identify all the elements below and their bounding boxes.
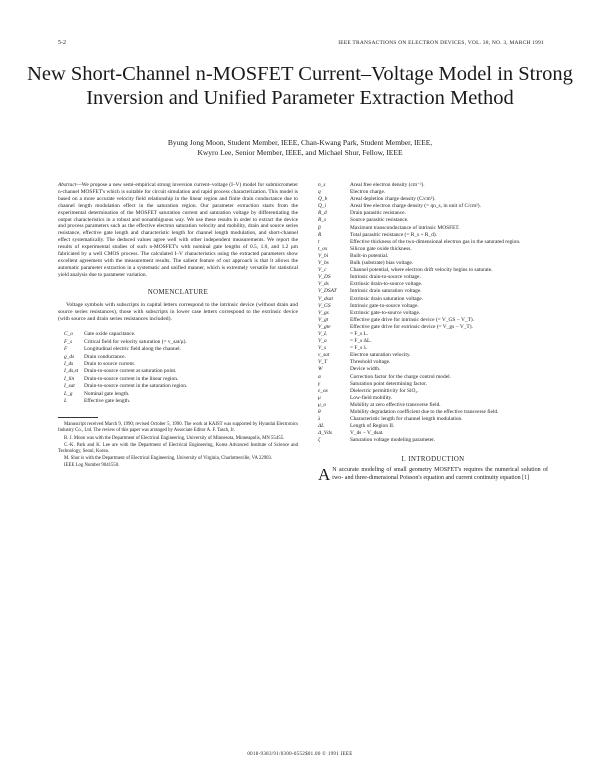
nomenclature-item <box>318 430 548 437</box>
nomenclature-definition: Effective gate drive for extrinsic device (= V_gs − V_T). <box>350 323 473 330</box>
nomenclature-definition: Critical field for velocity saturation (= v_sat/μ). <box>84 338 187 345</box>
nomenclature-symbol: I_ds <box>64 360 74 367</box>
nomenclature-definition: Low-field mobility. <box>350 394 393 401</box>
nomenclature-definition: = F_s λ. <box>350 345 368 352</box>
nomenclature-definition: Areal free electron charge density (= qn_s, in unit of C/cm²). <box>350 203 481 210</box>
nomenclature-symbol: β <box>318 224 321 231</box>
nomenclature-item <box>318 281 548 288</box>
page-number: 5-2 <box>58 40 66 46</box>
nomenclature-symbol: α <box>318 373 321 380</box>
abstract-label: Abstract <box>58 182 77 188</box>
authors-line-2: Kwyro Lee, Senior Member, IEEE, and Michael Shur, Fellow, IEEE <box>197 148 403 157</box>
nomenclature-definition: Areal free electron density (cm⁻²). <box>350 182 425 188</box>
nomenclature-item <box>58 331 298 338</box>
nomenclature-item <box>318 395 548 402</box>
nomenclature-item <box>58 368 298 375</box>
nomenclature-definition: Silicon gate oxide thickness. <box>350 245 412 252</box>
nomenclature-item <box>318 217 548 224</box>
nomenclature-definition: Length of Region II. <box>350 423 395 430</box>
nomenclature-definition: Device width. <box>350 366 381 373</box>
nomenclature-item <box>318 232 548 239</box>
nomenclature-item <box>58 361 298 368</box>
nomenclature-definition: Drain-to-source current in the linear region. <box>84 375 179 382</box>
nomenclature-symbol: μ_o <box>318 401 327 408</box>
nomenclature-symbol: q <box>318 189 321 196</box>
footnote: M. Shur is with the Department of Electrical Engineering, University of Virginia, Charlottesville, VA 22903. <box>64 455 273 461</box>
paper-title: New Short-Channel n-MOSFET Current–Voltage Model in Strong Inversion and Unified Parameter Extraction Method <box>27 63 573 109</box>
nomenclature-definition: Electron saturation velocity. <box>350 352 411 359</box>
nomenclature-definition: Saturation voltage modeling parameter. <box>350 437 436 444</box>
nomenclature-item <box>318 338 548 345</box>
nomenclature-item <box>318 203 548 210</box>
nomenclature-definition: Extrinsic drain saturation voltage. <box>350 295 424 302</box>
nomenclature-definition: Effective thickness of the two-dimensional electron gas in the saturated region. <box>350 238 521 245</box>
nomenclature-symbol: R <box>318 231 322 238</box>
nomenclature-symbol: ε_ox <box>318 387 328 394</box>
nomenclature-symbol: n_s <box>318 182 326 188</box>
nomenclature-item <box>58 383 298 390</box>
nomenclature-item <box>318 210 548 217</box>
nomenclature-symbol: V_DSAT <box>318 288 337 295</box>
nomenclature-definition: Intrinsic drain-to-source voltage. <box>350 274 421 281</box>
nomenclature-definition: Built-in potential. <box>350 252 389 259</box>
nomenclature-symbol: V_L <box>318 330 327 337</box>
nomenclature-symbol: λ <box>318 416 321 423</box>
footnote: IEEE Log Number 9041550. <box>64 462 120 468</box>
nomenclature-definition: Extrinsic drain-to-source voltage. <box>350 281 423 288</box>
nomenclature-item <box>318 267 548 274</box>
nomenclature-symbol: V_DS <box>318 274 331 281</box>
nomenclature-definition: Source parasitic resistance. <box>350 217 409 224</box>
nomenclature-symbol: V_bi <box>318 252 329 259</box>
nomenclature-definition: Maximum transconductance of intrinsic MOSFET. <box>350 224 460 231</box>
nomenclature-symbol: t_ox <box>318 245 328 252</box>
nomenclature-symbol: V_GS <box>318 302 331 309</box>
nomenclature-definition: V_ds − V_dsat. <box>350 430 384 437</box>
nomenclature-item <box>318 402 548 409</box>
introduction-text <box>318 465 548 485</box>
abstract-text: —We propose a new semi-empirical strong inversion current–voltage (I–V) model for submicrometer n-channel MOSFET's which is suitable for circuit simulation and rapid process characterization. This model is based on a more accurate velocity field relationship in the linear region and finite drain conductance due to channel length modulation effect in the saturation region. Our parameter extraction starts from the experimental determination of the MOSFET saturation current and saturation voltage by differentiating the output characteristics in a robust and nonambiguous way. We use these results in order to extract the device and process parameters such as the effective electron saturation velocity and mobility, drain and source series resistance, effective gate length and characteristic length for channel length modulation, and short-channel effect systematically. The deduced values agree well with other independent measurements. We report the results of experimental studies of such n-MOSFET's with nominal gate lengths of 0.5, 1.0, and 1.2 μm fabricated by a well CMOS process. The calculated I–V characteristics using the extracted parameters show excellent agreement with the measurement results. The salient feature of our approach is that it allows the automatic parameter extraction in a systematic and unified manner, which is extremely versatile for statistical yield analysis due to parameter variation. <box>58 182 298 278</box>
nomenclature-definition: Drain-to-source current at saturation point. <box>84 368 177 375</box>
nomenclature-symbol: F <box>64 346 68 353</box>
nomenclature-definition: = F_s ΔL. <box>350 338 372 345</box>
nomenclature-symbol: V_gt <box>318 316 329 323</box>
nomenclature-definition: Mobility at zero effective transverse field. <box>350 401 441 408</box>
nomenclature-item <box>318 303 548 310</box>
nomenclature-definition: Electron charge. <box>350 189 386 196</box>
nomenclature-list-right <box>318 182 548 444</box>
author-block <box>60 138 540 158</box>
nomenclature-list-left <box>58 331 298 405</box>
nomenclature-definition: Nominal gate length. <box>84 390 130 397</box>
nomenclature-definition: Areal depletion charge density (C/cm²). <box>350 196 436 203</box>
nomenclature-symbol: Q_i <box>318 203 327 210</box>
running-header: IEEE TRANSACTIONS ON ELECTRON DEVICES, VOL. 38, NO. 3, MARCH 1991 <box>338 40 544 46</box>
introduction-body: N accurate modeling of small geometry MOSFET's requires the numerical solution of two- and three-dimensional Poisson's equation and current continuity equation [1] <box>332 467 548 482</box>
footnotes <box>58 422 298 469</box>
nomenclature-symbol: F_s <box>64 338 73 345</box>
footnote: Manuscript received March 9, 1990; revised October 5, 1990. The work at KAIST was supported by Hyundai Electronics Industry Co., Ltd. The review of this paper was arranged by Associate Editor A. F. Tasch, Jr. <box>58 422 298 434</box>
footnote: B. J. Moon was with the Department of Electrical Engineering, University of Minnesota, Minneapolis, MN 55455. <box>64 435 285 441</box>
nomenclature-item <box>318 246 548 253</box>
nomenclature-definition: Drain to source current. <box>84 360 136 367</box>
nomenclature-symbol: V_gs <box>318 309 329 316</box>
left-column <box>58 182 298 470</box>
nomenclature-symbol: L <box>64 397 67 404</box>
nomenclature-item <box>58 391 298 398</box>
nomenclature-item <box>318 317 548 324</box>
nomenclature-item <box>318 225 548 232</box>
nomenclature-definition: Longitudinal electric field along the channel. <box>84 346 181 353</box>
nomenclature-symbol: Q_b <box>318 196 328 203</box>
nomenclature-symbol: t <box>318 238 320 245</box>
nomenclature-intro: Voltage symbols with subscripts in capital letters correspond to the intrinsic device (without drain and source series resistances), those with subscripts in lower case letters correspond to the extrinsic device (with source and drain series resistances included). <box>58 301 298 323</box>
nomenclature-definition: Drain conductance. <box>84 353 126 360</box>
nomenclature-symbol: C_o <box>64 331 73 338</box>
nomenclature-symbol: V_ds <box>318 281 329 288</box>
nomenclature-item <box>318 253 548 260</box>
nomenclature-item <box>318 388 548 395</box>
right-column <box>318 182 548 483</box>
nomenclature-symbol: V_T <box>318 359 327 366</box>
nomenclature-item <box>58 354 298 361</box>
authors-line-1: Byung Jong Moon, Student Member, IEEE, Chan-Kwang Park, Student Member, IEEE, <box>167 138 433 147</box>
nomenclature-symbol: γ <box>318 380 321 387</box>
nomenclature-item <box>318 274 548 281</box>
nomenclature-symbol: R_d <box>318 210 327 217</box>
nomenclature-item <box>318 381 548 388</box>
nomenclature-symbol: μ <box>318 394 321 401</box>
nomenclature-definition: Gate oxide capacitance. <box>84 331 136 338</box>
nomenclature-item <box>58 346 298 353</box>
nomenclature-definition: Dielectric permittivity for SiO₂. <box>350 387 419 394</box>
nomenclature-symbol: V_dsat <box>318 295 333 302</box>
nomenclature-symbol: R_s <box>318 217 327 224</box>
nomenclature-definition: Intrinsic drain saturation voltage. <box>350 288 422 295</box>
nomenclature-symbol: L_g <box>64 390 73 397</box>
nomenclature-definition: Threshold voltage. <box>350 359 391 366</box>
nomenclature-item <box>58 398 298 405</box>
nomenclature-item <box>318 352 548 359</box>
nomenclature-symbol: V_s <box>318 345 327 352</box>
nomenclature-item <box>318 182 548 189</box>
introduction-title: I. INTRODUCTION <box>401 456 465 464</box>
nomenclature-symbol: V_a <box>318 338 327 345</box>
nomenclature-item <box>318 296 548 303</box>
nomenclature-item <box>318 324 548 331</box>
nomenclature-symbol: g_ds <box>64 353 75 360</box>
nomenclature-item <box>318 310 548 317</box>
nomenclature-symbol: Δ_Vds <box>318 430 332 437</box>
nomenclature-definition: Bulk (substrate) bias voltage. <box>350 260 414 267</box>
nomenclature-definition: Drain parasitic resistance. <box>350 210 406 217</box>
nomenclature-symbol: I_ds,st <box>64 368 79 375</box>
nomenclature-item <box>318 288 548 295</box>
nomenclature-definition: Total parasitic resistance (= R_s + R_d). <box>350 231 437 238</box>
nomenclature-definition: = F_s L. <box>350 330 369 337</box>
nomenclature-item <box>318 366 548 373</box>
nomenclature-symbol: V_gte <box>318 323 331 330</box>
nomenclature-symbol: v_sat <box>318 352 330 359</box>
nomenclature-definition: Channel potential, where electron drift velocity begins to saturate. <box>350 267 493 274</box>
nomenclature-item <box>318 345 548 352</box>
nomenclature-definition: Correction factor for the charge control model. <box>350 373 451 380</box>
nomenclature-definition: Saturation point determining factor. <box>350 380 427 387</box>
nomenclature-definition: Mobility degradation coefficient due to the effective transverse field. <box>350 409 499 415</box>
nomenclature-definition: Effective gate drive for intrinsic device (= V_GS − V_T). <box>350 316 475 323</box>
nomenclature-definition: Extrinsic gate-to-source voltage. <box>350 309 421 316</box>
nomenclature-symbol: ΔL <box>318 423 325 430</box>
nomenclature-item <box>318 359 548 366</box>
nomenclature-definition: Effective gate length. <box>84 397 131 404</box>
nomenclature-definition: Intrinsic gate-to-source voltage. <box>350 302 419 309</box>
nomenclature-item <box>318 423 548 430</box>
nomenclature-item <box>318 437 548 444</box>
nomenclature-symbol: I_lin <box>64 375 75 382</box>
nomenclature-symbol: W <box>318 366 323 373</box>
nomenclature-symbol: θ <box>318 409 321 415</box>
copyright-code: 0018-9383/91/0300-0552$01.00 © 1991 IEEE <box>247 752 353 757</box>
nomenclature-item <box>58 339 298 346</box>
nomenclature-symbol: I_sat <box>64 383 75 390</box>
abstract <box>58 182 298 279</box>
nomenclature-symbol: V_bs <box>318 260 329 267</box>
nomenclature-item <box>318 374 548 381</box>
nomenclature-item <box>318 331 548 338</box>
nomenclature-symbol: ζ <box>318 437 321 444</box>
nomenclature-definition: Characteristic length for channel length modulation. <box>350 416 463 423</box>
nomenclature-title: NOMENCLATURE <box>147 288 209 296</box>
nomenclature-definition: Drain-to-source current in the saturation region. <box>84 383 188 390</box>
drop-cap: A <box>318 465 331 485</box>
nomenclature-symbol: V_c <box>318 267 327 274</box>
footnote-divider <box>58 417 98 418</box>
nomenclature-item <box>318 239 548 246</box>
nomenclature-item <box>58 376 298 383</box>
footnote: C.-K. Park and K. Lee are with the Department of Electrical Engineering, Korea Advanced Institute of Science and Technology, Seoul, Korea. <box>58 442 298 454</box>
